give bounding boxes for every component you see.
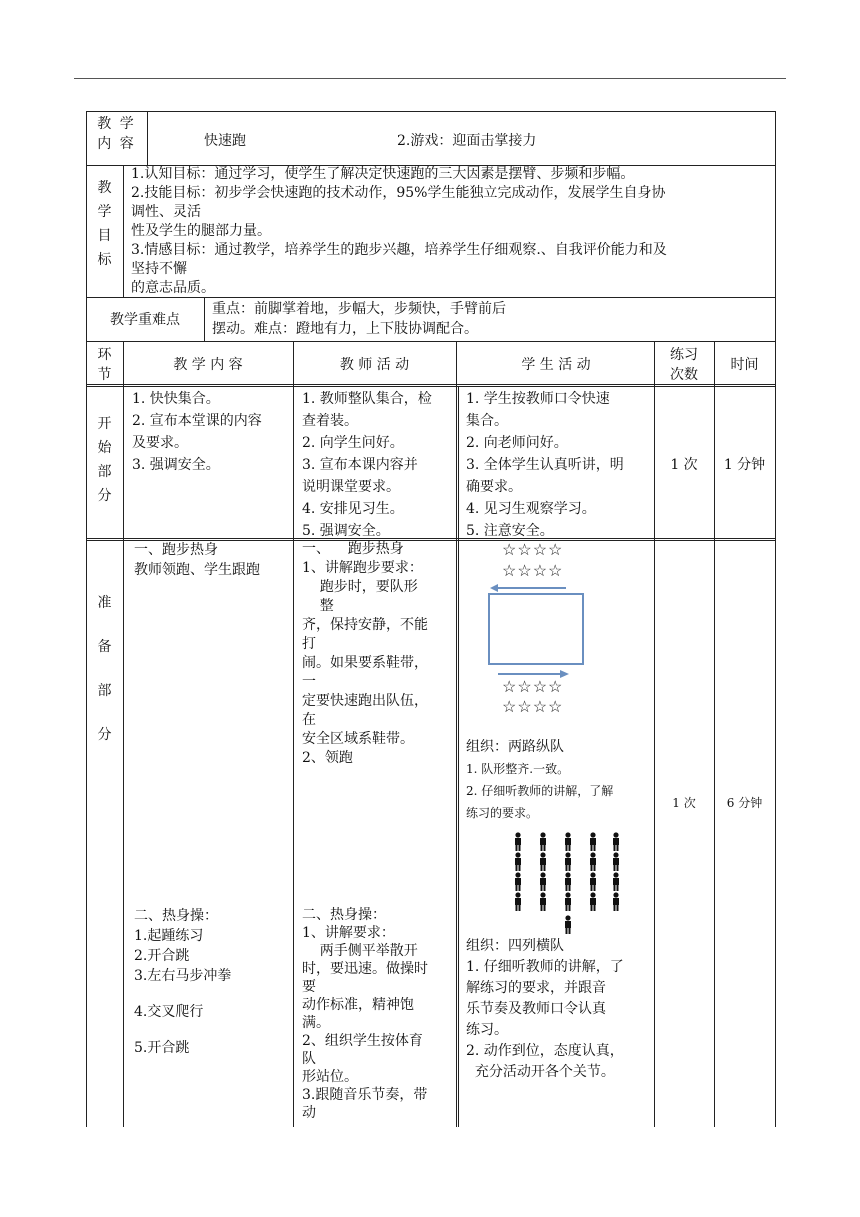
teacher-line: 两手侧平举散开 [302, 943, 418, 959]
student-line: 4. 见习生观察学习。 [466, 501, 596, 517]
teacher-line: 2、领跑 [302, 750, 353, 766]
divider [147, 111, 148, 165]
four-column-formation-diagram [508, 830, 628, 935]
student-line: 5. 注意安全。 [466, 523, 554, 539]
teacher-line: 5. 强调安全。 [302, 523, 390, 539]
start-teacher [302, 388, 454, 542]
teacher-line: 齐，保持安静，不能 [302, 617, 428, 633]
goal-line: 坚持不懈 [131, 261, 187, 277]
start-phase-label: 开 始 部 分 [97, 416, 112, 504]
teacher-line: 在 [302, 712, 316, 728]
teacher-line: 动作标准，精神饱 [302, 997, 414, 1013]
teacher-line: 查着装。 [302, 413, 358, 429]
teacher-line: 1、讲解跑步要求： [302, 560, 423, 576]
topic-label: 教 学 内 容 [97, 116, 136, 152]
header-duration: 时间 [730, 357, 759, 373]
student-line: 组织：四列横队 [466, 938, 564, 954]
student-row-stars: ☆☆☆☆ [502, 677, 564, 696]
spacer [134, 1022, 292, 1038]
prep-teacher-a [302, 540, 454, 768]
student-line: 1. 队形整齐.一致。 [466, 762, 570, 776]
header-content: 教 学 内 容 [173, 357, 243, 373]
student-line: 2. 向老师问好。 [466, 435, 568, 451]
teacher-line: 3.跟随音乐节奏，带 [302, 1087, 428, 1103]
header-phase: 环 节 [97, 347, 112, 383]
teacher-line: 一 [302, 674, 316, 690]
formation-column [515, 832, 521, 911]
content-line: 5.开合跳 [134, 1040, 190, 1056]
header-teacher: 教 师 活 动 [339, 357, 410, 373]
teacher-line: 二、热身操： [302, 907, 386, 923]
student-line: 确要求。 [466, 479, 522, 495]
student-row-stars: ☆☆☆☆ [502, 540, 564, 559]
divider [293, 341, 294, 1127]
keypoint-line: 摆动。难点：蹬地有力，上下肢协调配合。 [212, 321, 478, 337]
start-content [132, 388, 290, 476]
teacher-line: 2、组织学生按体育 [302, 1033, 423, 1049]
keypoint-line: 重点：前脚掌着地，步幅大，步频快，手臂前后 [212, 301, 506, 317]
teacher-line: 安全区域系鞋带。 [302, 731, 414, 747]
prep-phase-label: 准 备 部 分 [97, 595, 112, 743]
table-top-border [86, 111, 776, 112]
formation-column [613, 832, 619, 911]
student-line: 2. 动作到位，态度认真， [466, 1043, 624, 1059]
student-line: 3. 全体学生认真听讲，明 [466, 457, 624, 473]
content-line: 1. 快快集合。 [132, 391, 220, 407]
content-line: 2.开合跳 [134, 948, 190, 964]
student-row-stars: ☆☆☆☆ [502, 697, 564, 716]
goals-label: 教 学 目 标 [97, 180, 112, 268]
teacher-line: 时，要迅速。做操时 [302, 961, 428, 977]
student-line: 1. 仔细听教师的讲解，了 [466, 959, 624, 975]
teacher-line: 3. 宣布本课内容并 [302, 457, 418, 473]
teacher-line: 打 [302, 636, 316, 652]
table-right-border [775, 111, 776, 1127]
divider [123, 165, 124, 297]
header-rule [74, 78, 786, 79]
student-line: 充分活动开各个关节。 [466, 1064, 615, 1080]
formation-column [565, 832, 571, 911]
formation-column [540, 832, 546, 911]
student-line: 解练习的要求，并跟音 [466, 980, 606, 996]
content-line: 教师领跑、学生跟跑 [134, 562, 260, 578]
goal-line: 3.情感目标：通过教学，培养学生的跑步兴趣，培养学生仔细观察.、自我评价能力和及 [131, 242, 667, 258]
teacher-line: 动 [302, 1105, 316, 1121]
teacher-line: 一、 跑步热身 [302, 541, 404, 557]
running-loop-diagram [484, 582, 594, 682]
arrowhead-left-icon [490, 584, 498, 592]
teacher-line: 1、讲解要求： [302, 925, 395, 941]
divider [86, 341, 776, 342]
student-line: 练习。 [466, 1022, 508, 1038]
teacher-line: 形站位。 [302, 1069, 358, 1085]
student-line: 集合。 [466, 413, 508, 429]
divider [86, 384, 776, 387]
content-line: 2. 宣布本堂课的内容 [132, 413, 262, 429]
teacher-line: 说明课堂要求。 [302, 479, 400, 495]
start-student [466, 388, 654, 542]
keypoints-label: 教学重难点 [110, 312, 180, 328]
formation-column [590, 832, 596, 911]
content-line: 4.交叉爬行 [134, 1004, 204, 1020]
teacher-line: 满。 [302, 1015, 330, 1031]
teacher-line: 1. 教师整队集合，检 [302, 391, 432, 407]
content-line: 3.左右马步冲拳 [134, 968, 232, 984]
teacher-line: 定要快速跑出队伍， [302, 693, 428, 709]
prep-content-a [134, 540, 292, 580]
divider [123, 341, 124, 1127]
teacher-line: 2. 向学生问好。 [302, 435, 404, 451]
teacher-line: 4. 安排见习生。 [302, 501, 404, 517]
student-line: 组织：两路纵队 [466, 739, 564, 755]
prep-student-a [466, 736, 654, 824]
teacher-line: 要 [302, 979, 316, 995]
student-line: 乐节奏及教师口令认真 [466, 1001, 606, 1017]
divider [456, 341, 457, 1127]
header-student: 学 生 活 动 [521, 357, 591, 373]
teacher-line: 队 [302, 1051, 316, 1067]
prep-teacher-b [302, 906, 454, 1122]
content-line: 二、热身操： [134, 908, 218, 924]
teacher-line: 闹。如果要系鞋带， [302, 655, 428, 671]
content-line: 1.起踵练习 [134, 928, 204, 944]
track-rectangle [489, 594, 583, 664]
content-line: 及要求。 [132, 435, 188, 451]
teacher-line: 整 [302, 598, 334, 614]
prep-duration: 6 分钟 [726, 796, 763, 810]
goal-line: 的意志品质。 [131, 280, 215, 296]
goal-line: 2.技能目标：初步学会快速跑的技术动作，95%学生能独立完成动作，发展学生自身协 [131, 185, 666, 201]
keypoints-text [212, 299, 506, 339]
topic-item-2: 2.游戏：迎面击掌接力 [397, 133, 537, 149]
prep-student-b [466, 936, 654, 1083]
student-row-stars: ☆☆☆☆ [502, 561, 564, 580]
content-line: 一、跑步热身 [134, 542, 218, 558]
student-line: 2. 仔细听教师的讲解，了解 [466, 784, 614, 798]
header-times: 练习 次数 [670, 347, 698, 383]
teacher-figure-icon [565, 915, 571, 934]
goals-text [131, 165, 771, 298]
goal-line: 调性、灵活 [131, 204, 201, 220]
divider [458, 386, 459, 1127]
goal-line: 1.认知目标：通过学习，使学生了解决定快速跑的三大因素是摆臂、步频和步幅。 [131, 166, 635, 182]
student-line: 1. 学生按教师口令快速 [466, 391, 610, 407]
spacer [134, 986, 292, 1002]
teacher-line: 跑步时，要队形 [302, 579, 418, 595]
prep-content-b [134, 906, 292, 1058]
divider [204, 297, 205, 341]
student-line: 练习的要求。 [466, 806, 539, 820]
goal-line: 性及学生的腿部力量。 [131, 223, 271, 239]
start-times: 1 次 [670, 457, 698, 473]
divider [86, 297, 776, 298]
content-line: 3. 强调安全。 [132, 457, 220, 473]
topic-item-1: 快速跑 [204, 133, 246, 149]
prep-times: 1 次 [672, 796, 696, 810]
start-duration: 1 分钟 [723, 457, 766, 473]
